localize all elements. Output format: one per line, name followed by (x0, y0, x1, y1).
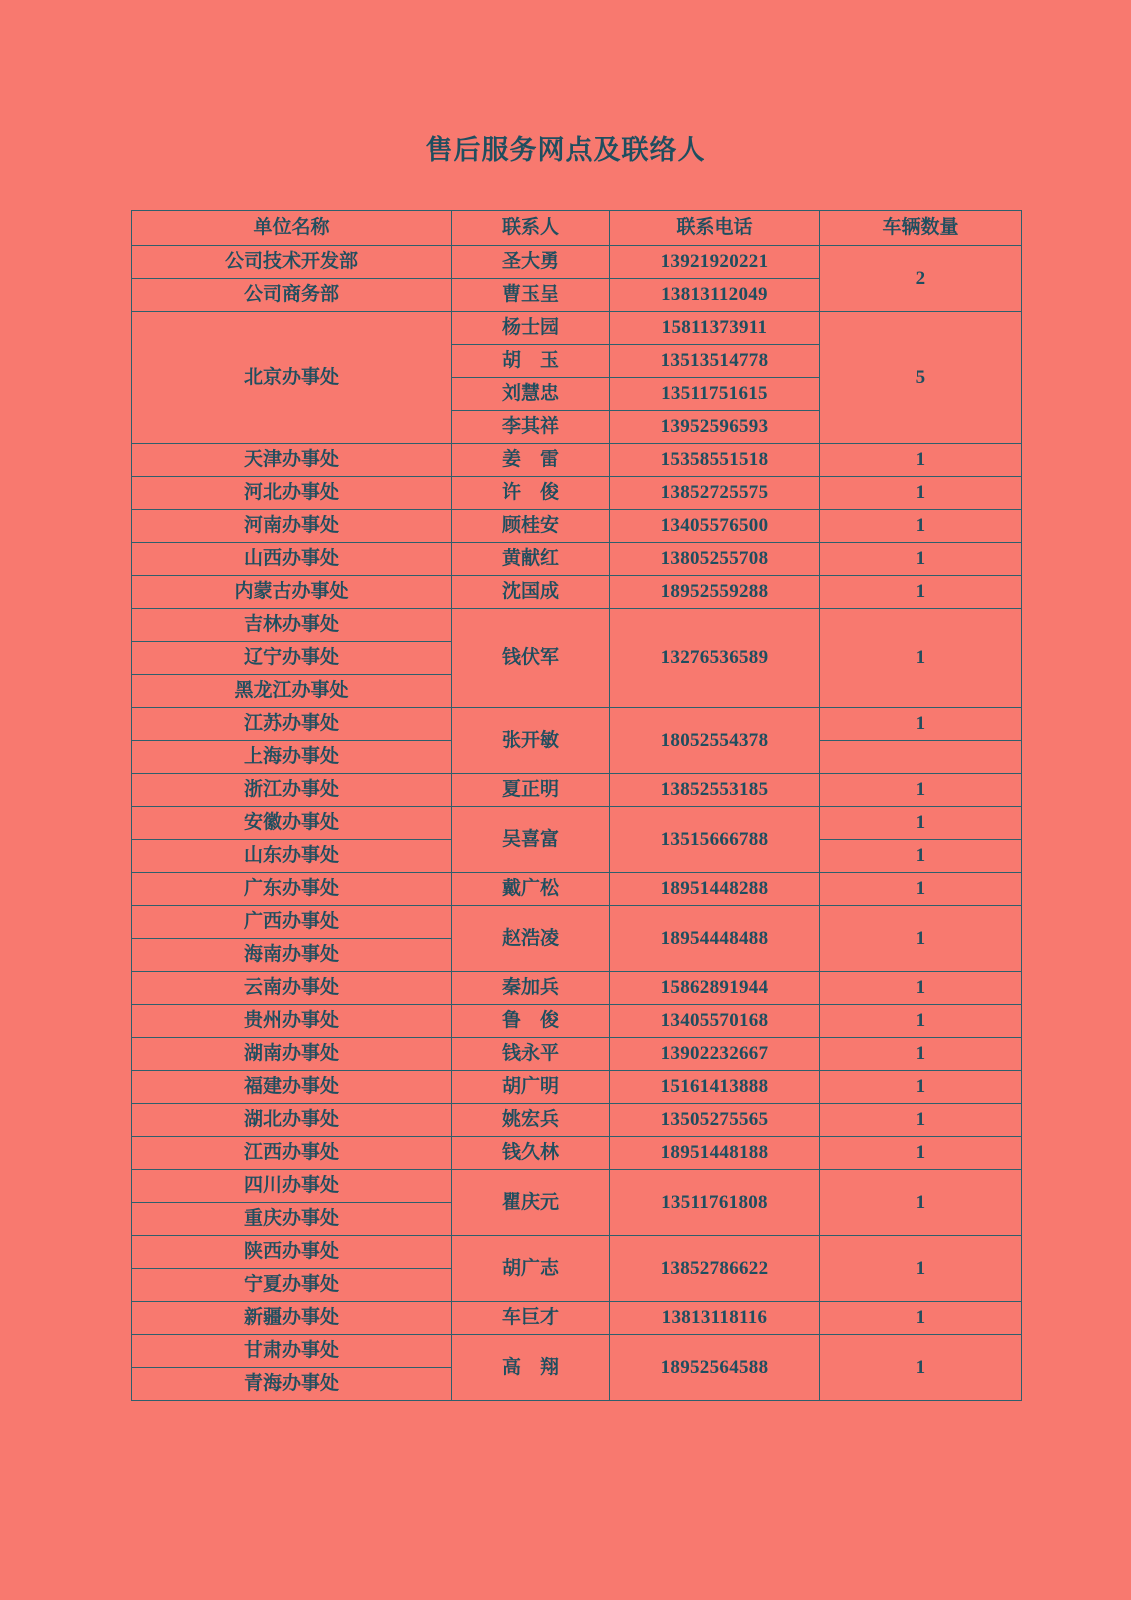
cell-vehicle-count: 1 (820, 906, 1022, 972)
cell-unit-name: 公司商务部 (132, 279, 452, 312)
cell-vehicle-count: 1 (820, 1071, 1022, 1104)
table-row (132, 873, 1022, 906)
cell-contact-person: 张开敏 (452, 708, 610, 774)
cell-contact-phone: 18952559288 (610, 576, 820, 609)
table-row (132, 246, 1022, 279)
cell-contact-phone: 13276536589 (610, 609, 820, 708)
table-row (132, 708, 1022, 741)
table-body (132, 246, 1022, 1401)
cell-vehicle-count: 1 (820, 1038, 1022, 1071)
cell-contact-phone: 13813112049 (610, 279, 820, 312)
cell-contact-person: 圣大勇 (452, 246, 610, 279)
cell-vehicle-count: 1 (820, 1137, 1022, 1170)
cell-unit-name: 重庆办事处 (132, 1203, 452, 1236)
cell-contact-phone: 18951448188 (610, 1137, 820, 1170)
cell-unit-name: 湖南办事处 (132, 1038, 452, 1071)
table-row (132, 576, 1022, 609)
cell-contact-phone: 13805255708 (610, 543, 820, 576)
cell-unit-name: 湖北办事处 (132, 1104, 452, 1137)
cell-contact-phone: 13505275565 (610, 1104, 820, 1137)
table-row (132, 543, 1022, 576)
cell-vehicle-count: 1 (820, 477, 1022, 510)
cell-vehicle-count: 1 (820, 807, 1022, 840)
cell-vehicle-count: 1 (820, 1104, 1022, 1137)
cell-contact-person: 戴广松 (452, 873, 610, 906)
cell-contact-person: 胡广明 (452, 1071, 610, 1104)
cell-unit-name: 天津办事处 (132, 444, 452, 477)
column-header-count: 车辆数量 (820, 211, 1022, 246)
cell-contact-person: 杨士园 (452, 312, 610, 345)
cell-unit-name: 黑龙江办事处 (132, 675, 452, 708)
cell-contact-person: 瞿庆元 (452, 1170, 610, 1236)
cell-vehicle-count: 1 (820, 609, 1022, 708)
cell-unit-name: 河南办事处 (132, 510, 452, 543)
cell-contact-person: 胡广志 (452, 1236, 610, 1302)
table-row (132, 477, 1022, 510)
cell-unit-name: 广西办事处 (132, 906, 452, 939)
cell-unit-name: 江苏办事处 (132, 708, 452, 741)
cell-unit-name: 四川办事处 (132, 1170, 452, 1203)
cell-unit-name: 浙江办事处 (132, 774, 452, 807)
table-row (132, 906, 1022, 939)
table-row (132, 807, 1022, 840)
column-header-person: 联系人 (452, 211, 610, 246)
cell-contact-person: 胡 玉 (452, 345, 610, 378)
cell-vehicle-count: 5 (820, 312, 1022, 444)
cell-unit-name: 江西办事处 (132, 1137, 452, 1170)
cell-contact-person: 曹玉呈 (452, 279, 610, 312)
cell-contact-phone: 13921920221 (610, 246, 820, 279)
cell-unit-name: 内蒙古办事处 (132, 576, 452, 609)
cell-unit-name: 山东办事处 (132, 840, 452, 873)
cell-contact-phone: 13852725575 (610, 477, 820, 510)
cell-contact-phone: 15358551518 (610, 444, 820, 477)
table-row (132, 1170, 1022, 1203)
cell-contact-phone: 13515666788 (610, 807, 820, 873)
table-row (132, 1038, 1022, 1071)
cell-vehicle-count: 1 (820, 510, 1022, 543)
cell-unit-name: 青海办事处 (132, 1368, 452, 1401)
cell-vehicle-count: 1 (820, 1170, 1022, 1236)
cell-vehicle-count: 2 (820, 246, 1022, 312)
cell-vehicle-count: 1 (820, 873, 1022, 906)
cell-unit-name: 新疆办事处 (132, 1302, 452, 1335)
cell-contact-phone: 13902232667 (610, 1038, 820, 1071)
cell-contact-person: 钱永平 (452, 1038, 610, 1071)
column-header-unit: 单位名称 (132, 211, 452, 246)
contacts-table-container (131, 210, 1021, 1401)
cell-contact-person: 顾桂安 (452, 510, 610, 543)
cell-contact-person: 夏正明 (452, 774, 610, 807)
table-row (132, 510, 1022, 543)
cell-unit-name: 海南办事处 (132, 939, 452, 972)
cell-contact-phone: 18952564588 (610, 1335, 820, 1401)
column-header-phone: 联系电话 (610, 211, 820, 246)
cell-contact-person: 赵浩凌 (452, 906, 610, 972)
cell-contact-person: 车巨才 (452, 1302, 610, 1335)
cell-vehicle-count: 1 (820, 1335, 1022, 1401)
cell-contact-person: 鲁 俊 (452, 1005, 610, 1038)
table-row (132, 774, 1022, 807)
cell-unit-name: 吉林办事处 (132, 609, 452, 642)
table-row (132, 1005, 1022, 1038)
table-header (132, 211, 1022, 246)
cell-contact-phone: 15161413888 (610, 1071, 820, 1104)
cell-contact-phone: 13511751615 (610, 378, 820, 411)
cell-contact-phone: 18954448488 (610, 906, 820, 972)
cell-vehicle-count: 1 (820, 972, 1022, 1005)
table-row (132, 444, 1022, 477)
cell-unit-name: 河北办事处 (132, 477, 452, 510)
cell-contact-phone: 18951448288 (610, 873, 820, 906)
cell-vehicle-count (820, 741, 1022, 774)
cell-unit-name: 广东办事处 (132, 873, 452, 906)
cell-vehicle-count: 1 (820, 840, 1022, 873)
table-row (132, 1071, 1022, 1104)
cell-contact-person: 钱伏军 (452, 609, 610, 708)
table-row (132, 609, 1022, 642)
cell-contact-phone: 13513514778 (610, 345, 820, 378)
cell-contact-person: 姚宏兵 (452, 1104, 610, 1137)
table-row (132, 1236, 1022, 1269)
cell-vehicle-count: 1 (820, 576, 1022, 609)
table-row (132, 1104, 1022, 1137)
cell-contact-phone: 13405576500 (610, 510, 820, 543)
table-row (132, 1302, 1022, 1335)
table-row (132, 1335, 1022, 1368)
cell-contact-phone: 18052554378 (610, 708, 820, 774)
cell-contact-person: 许 俊 (452, 477, 610, 510)
cell-unit-name: 福建办事处 (132, 1071, 452, 1104)
cell-contact-person: 刘慧忠 (452, 378, 610, 411)
cell-unit-name: 公司技术开发部 (132, 246, 452, 279)
cell-contact-phone: 13852553185 (610, 774, 820, 807)
cell-contact-person: 秦加兵 (452, 972, 610, 1005)
cell-vehicle-count: 1 (820, 1236, 1022, 1302)
cell-contact-person: 高 翔 (452, 1335, 610, 1401)
cell-contact-phone: 13511761808 (610, 1170, 820, 1236)
table-row (132, 1137, 1022, 1170)
cell-unit-name: 云南办事处 (132, 972, 452, 1005)
page-title: 售后服务网点及联络人 (425, 135, 706, 165)
cell-contact-phone: 13852786622 (610, 1236, 820, 1302)
contacts-table (131, 210, 1022, 1401)
cell-contact-phone: 15862891944 (610, 972, 820, 1005)
cell-contact-phone: 13952596593 (610, 411, 820, 444)
table-row (132, 972, 1022, 1005)
cell-unit-name: 陕西办事处 (132, 1236, 452, 1269)
cell-vehicle-count: 1 (820, 774, 1022, 807)
cell-unit-name: 宁夏办事处 (132, 1269, 452, 1302)
cell-contact-phone: 13813118116 (610, 1302, 820, 1335)
cell-contact-phone: 15811373911 (610, 312, 820, 345)
cell-contact-person: 沈国成 (452, 576, 610, 609)
cell-unit-name: 辽宁办事处 (132, 642, 452, 675)
cell-vehicle-count: 1 (820, 444, 1022, 477)
cell-vehicle-count: 1 (820, 543, 1022, 576)
table-row (132, 312, 1022, 345)
cell-contact-person: 吴喜富 (452, 807, 610, 873)
cell-unit-name: 安徽办事处 (132, 807, 452, 840)
cell-unit-name: 贵州办事处 (132, 1005, 452, 1038)
cell-contact-person: 黄献红 (452, 543, 610, 576)
cell-contact-person: 姜 雷 (452, 444, 610, 477)
cell-contact-phone: 13405570168 (610, 1005, 820, 1038)
cell-vehicle-count: 1 (820, 708, 1022, 741)
cell-vehicle-count: 1 (820, 1302, 1022, 1335)
cell-unit-name: 上海办事处 (132, 741, 452, 774)
cell-vehicle-count: 1 (820, 1005, 1022, 1038)
cell-contact-person: 李其祥 (452, 411, 610, 444)
cell-contact-person: 钱久林 (452, 1137, 610, 1170)
table-header-row (132, 211, 1022, 246)
cell-unit-name: 北京办事处 (132, 312, 452, 444)
cell-unit-name: 甘肃办事处 (132, 1335, 452, 1368)
cell-unit-name: 山西办事处 (132, 543, 452, 576)
